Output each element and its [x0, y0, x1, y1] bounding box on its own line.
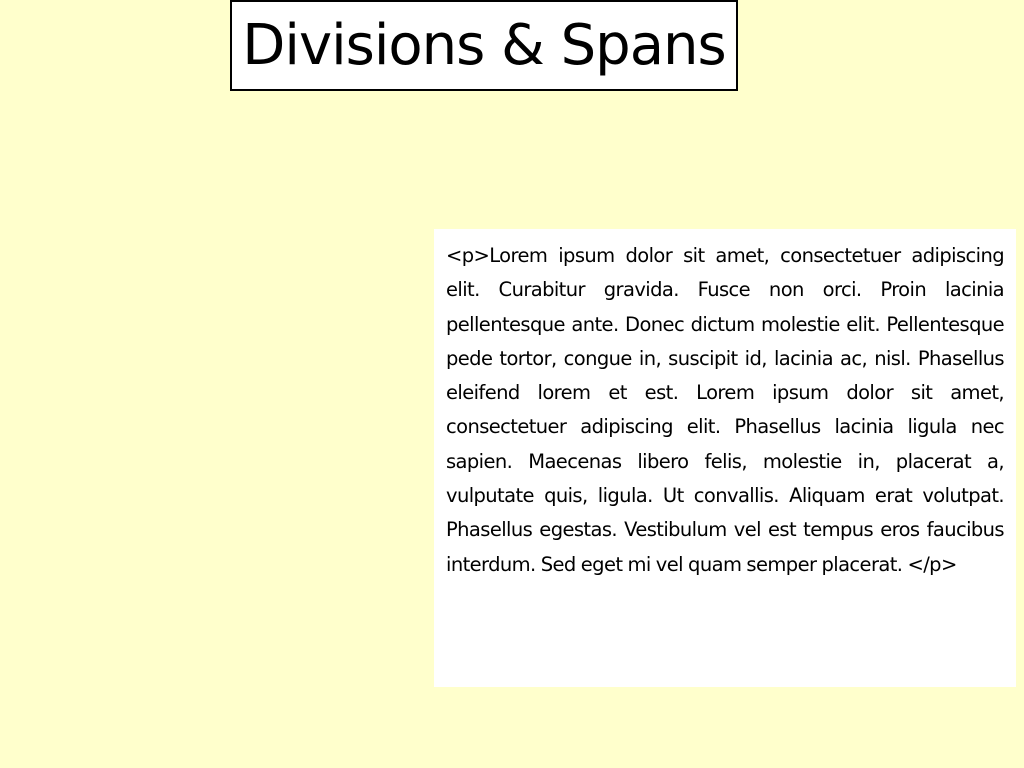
- slide-title-box: [230, 0, 738, 91]
- paragraph-box: [434, 229, 1016, 687]
- slide-title: Divisions & Spans: [242, 12, 726, 78]
- paragraph-text: <p>Lorem ipsum dolor sit amet, consectetuer adipiscing elit. Curabitur gravida. Fusce non orci. Proin lacinia pellentesque ante. Donec dictum molestie elit. Pellentesque pede tortor, congue in, suscipit id, lacinia ac, nisl. Phasellus eleifend lorem et est. Lorem ipsum dolor sit amet, consectetuer adipiscing elit. Phasellus lacinia ligula nec sapien. Maecenas libero felis, molestie in, placerat a, vulputate quis, ligula. Ut convallis. Aliquam erat volutpat. Phasellus egestas. Vestibulum vel est tempus eros faucibus interdum. Sed eget mi vel quam semper placerat. </p>: [446, 244, 1004, 576]
